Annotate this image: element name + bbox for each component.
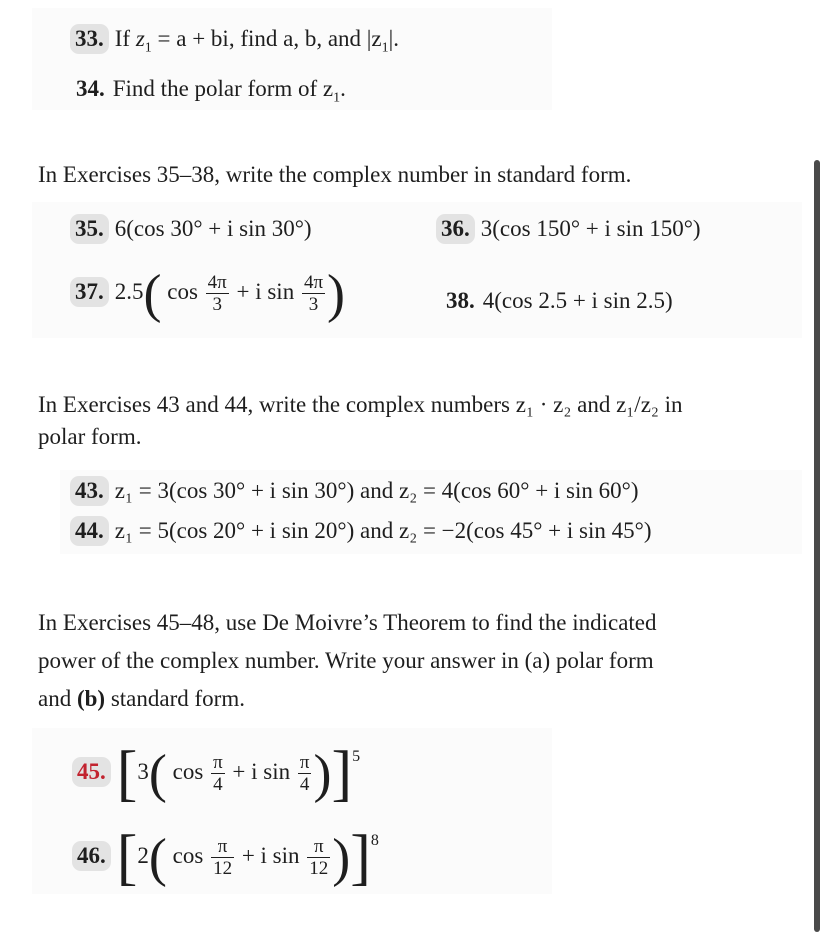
exercise-37: 37. 2.5( cos $\frac{4\pi}{3}$ + i sin $\frac{4\pi}{3}$ ) [70,272,345,315]
exercise-33: 33. If $z_1 = a$ + bi, find a, b, and $|z_1|$. [70,24,399,64]
left-bracket: [ [116,739,138,808]
section-intro-45-line1: In Exercises 45–48, use De Moivre’s Theorem to find the indicated [38,610,657,635]
section-intro-45-line3: and (b) standard form. [38,686,245,711]
exercise-36: 36. 3(cos 150° + i sin 150°) [436,214,701,244]
right-bracket: ] [331,739,353,808]
fraction: $\frac{\pi}{4}$ [213,752,223,795]
fraction: $\frac{4\pi}{3}$ [303,272,324,315]
fraction: $\frac{4\pi}{3}$ [207,272,227,315]
fraction: $\frac{\pi}{12}$ [213,836,233,879]
section-intro-35: In Exercises 35–38, write the complex number in standard form. [38,162,632,187]
exercise-46: 46. [2( cos $\frac{\pi}{12}$ + i sin $\frac{\pi}{12}$ )]$^8$ [72,836,379,879]
exercise-34: 34. Find the polar form of $z_1$. [76,76,346,106]
exercise-43: 43. z₁ = 3(cos 30° + i sin 30°) and z₂ = 4(cos 60° + i sin 60°) [70,476,639,506]
exercise-35: 35. 6(cos 30° + i sin 30°) [70,214,312,244]
left-paren: ( [143,263,162,324]
fraction: $\frac{\pi}{12}$ [309,836,329,879]
section-intro-43-line2: polar form. [38,424,142,449]
exercise-38: 38. 4(cos 2.5 + i sin 2.5) [446,288,673,313]
section-intro-45-line2: power of the complex number. Write your answer in (a) polar form [38,648,654,673]
fraction: $\frac{\pi}{4}$ [299,752,310,795]
right-paren: ) [327,263,346,324]
exercise-44: 44. z₁ = 5(cos 20° + i sin 20°) and z₂ = −2(cos 45° + i sin 45°) [70,516,651,546]
exponent: 5 [352,748,361,765]
exercise-45: 45. [3( cos $\frac{\pi}{4}$ + i sin $\frac{\pi}{4}$ )]$^5$ [72,752,360,795]
exercise-number: 34. [76,76,105,101]
exponent: 8 [370,832,379,849]
scrollbar[interactable] [814,160,820,932]
left-bracket: [ [116,823,138,892]
right-bracket: ] [350,823,371,892]
exercise-number: 33. [70,24,109,54]
section-intro-43-line1: In Exercises 43 and 44, write the complex numbers z₁ · z₂ and z₁/z₂ in [38,392,683,417]
